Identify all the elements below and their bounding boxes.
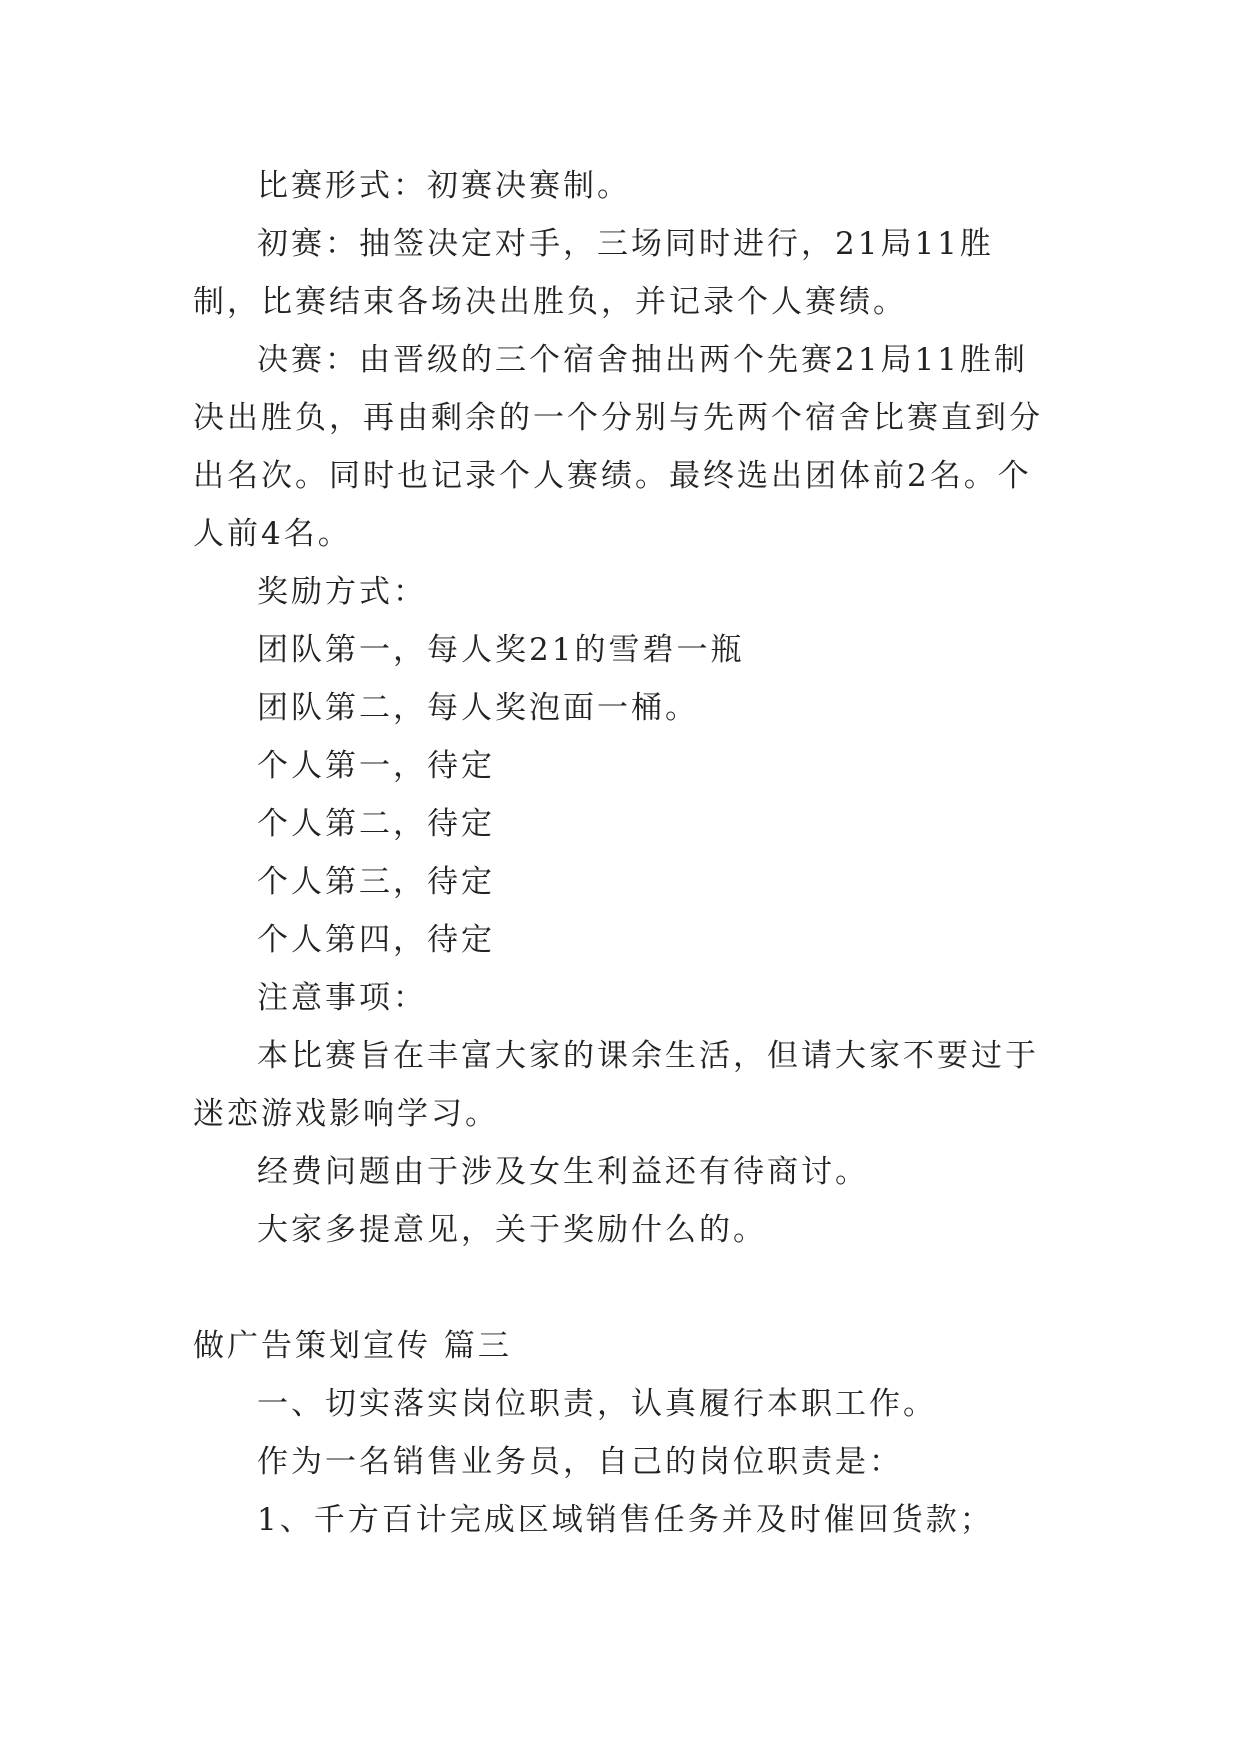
- paragraph-competition-format: 比赛形式：初赛决赛制。: [257, 168, 631, 204]
- document-body: [193, 157, 1053, 1549]
- section-spacer: [193, 1259, 1053, 1317]
- paragraph-duty-item-1: 1、千方百计完成区域销售任务并及时催回货款；: [257, 1502, 994, 1538]
- section-heading: 做广告策划宣传 篇三: [193, 1328, 512, 1364]
- paragraph-notes-heading: 注意事项：: [257, 980, 427, 1016]
- paragraph-notes-purpose: 本比赛旨在丰富大家的课余生活，但请大家不要过于迷恋游戏影响学习。: [193, 1038, 1039, 1132]
- paragraph-individual-second: 个人第二，待定: [257, 806, 495, 842]
- paragraph-notes-suggestions: 大家多提意见，关于奖励什么的。: [257, 1212, 767, 1248]
- paragraph-final-round: 决赛：由晋级的三个宿舍抽出两个先赛21局11胜制决出胜负，再由剩余的一个分别与先两个宿舍比赛直到分出名次。同时也记录个人赛绩。最终选出团体前2名。个人前4名。: [193, 342, 1043, 552]
- paragraph-team-second: 团队第二，每人奖泡面一桶。: [257, 690, 699, 726]
- paragraph-reward-heading: 奖励方式：: [257, 574, 427, 610]
- paragraph-individual-first: 个人第一，待定: [257, 748, 495, 784]
- paragraph-team-first: 团队第一，每人奖21的雪碧一瓶: [257, 632, 745, 668]
- paragraph-individual-fourth: 个人第四，待定: [257, 922, 495, 958]
- paragraph-duty-intro: 一、切实落实岗位职责，认真履行本职工作。: [257, 1386, 937, 1422]
- paragraph-notes-funding: 经费问题由于涉及女生利益还有待商讨。: [257, 1154, 869, 1190]
- paragraph-individual-third: 个人第三，待定: [257, 864, 495, 900]
- paragraph-duty-statement: 作为一名销售业务员，自己的岗位职责是：: [257, 1444, 903, 1480]
- paragraph-preliminary-round: 初赛：抽签决定对手，三场同时进行，21局11胜制，比赛结束各场决出胜负，并记录个人赛绩。: [193, 226, 994, 320]
